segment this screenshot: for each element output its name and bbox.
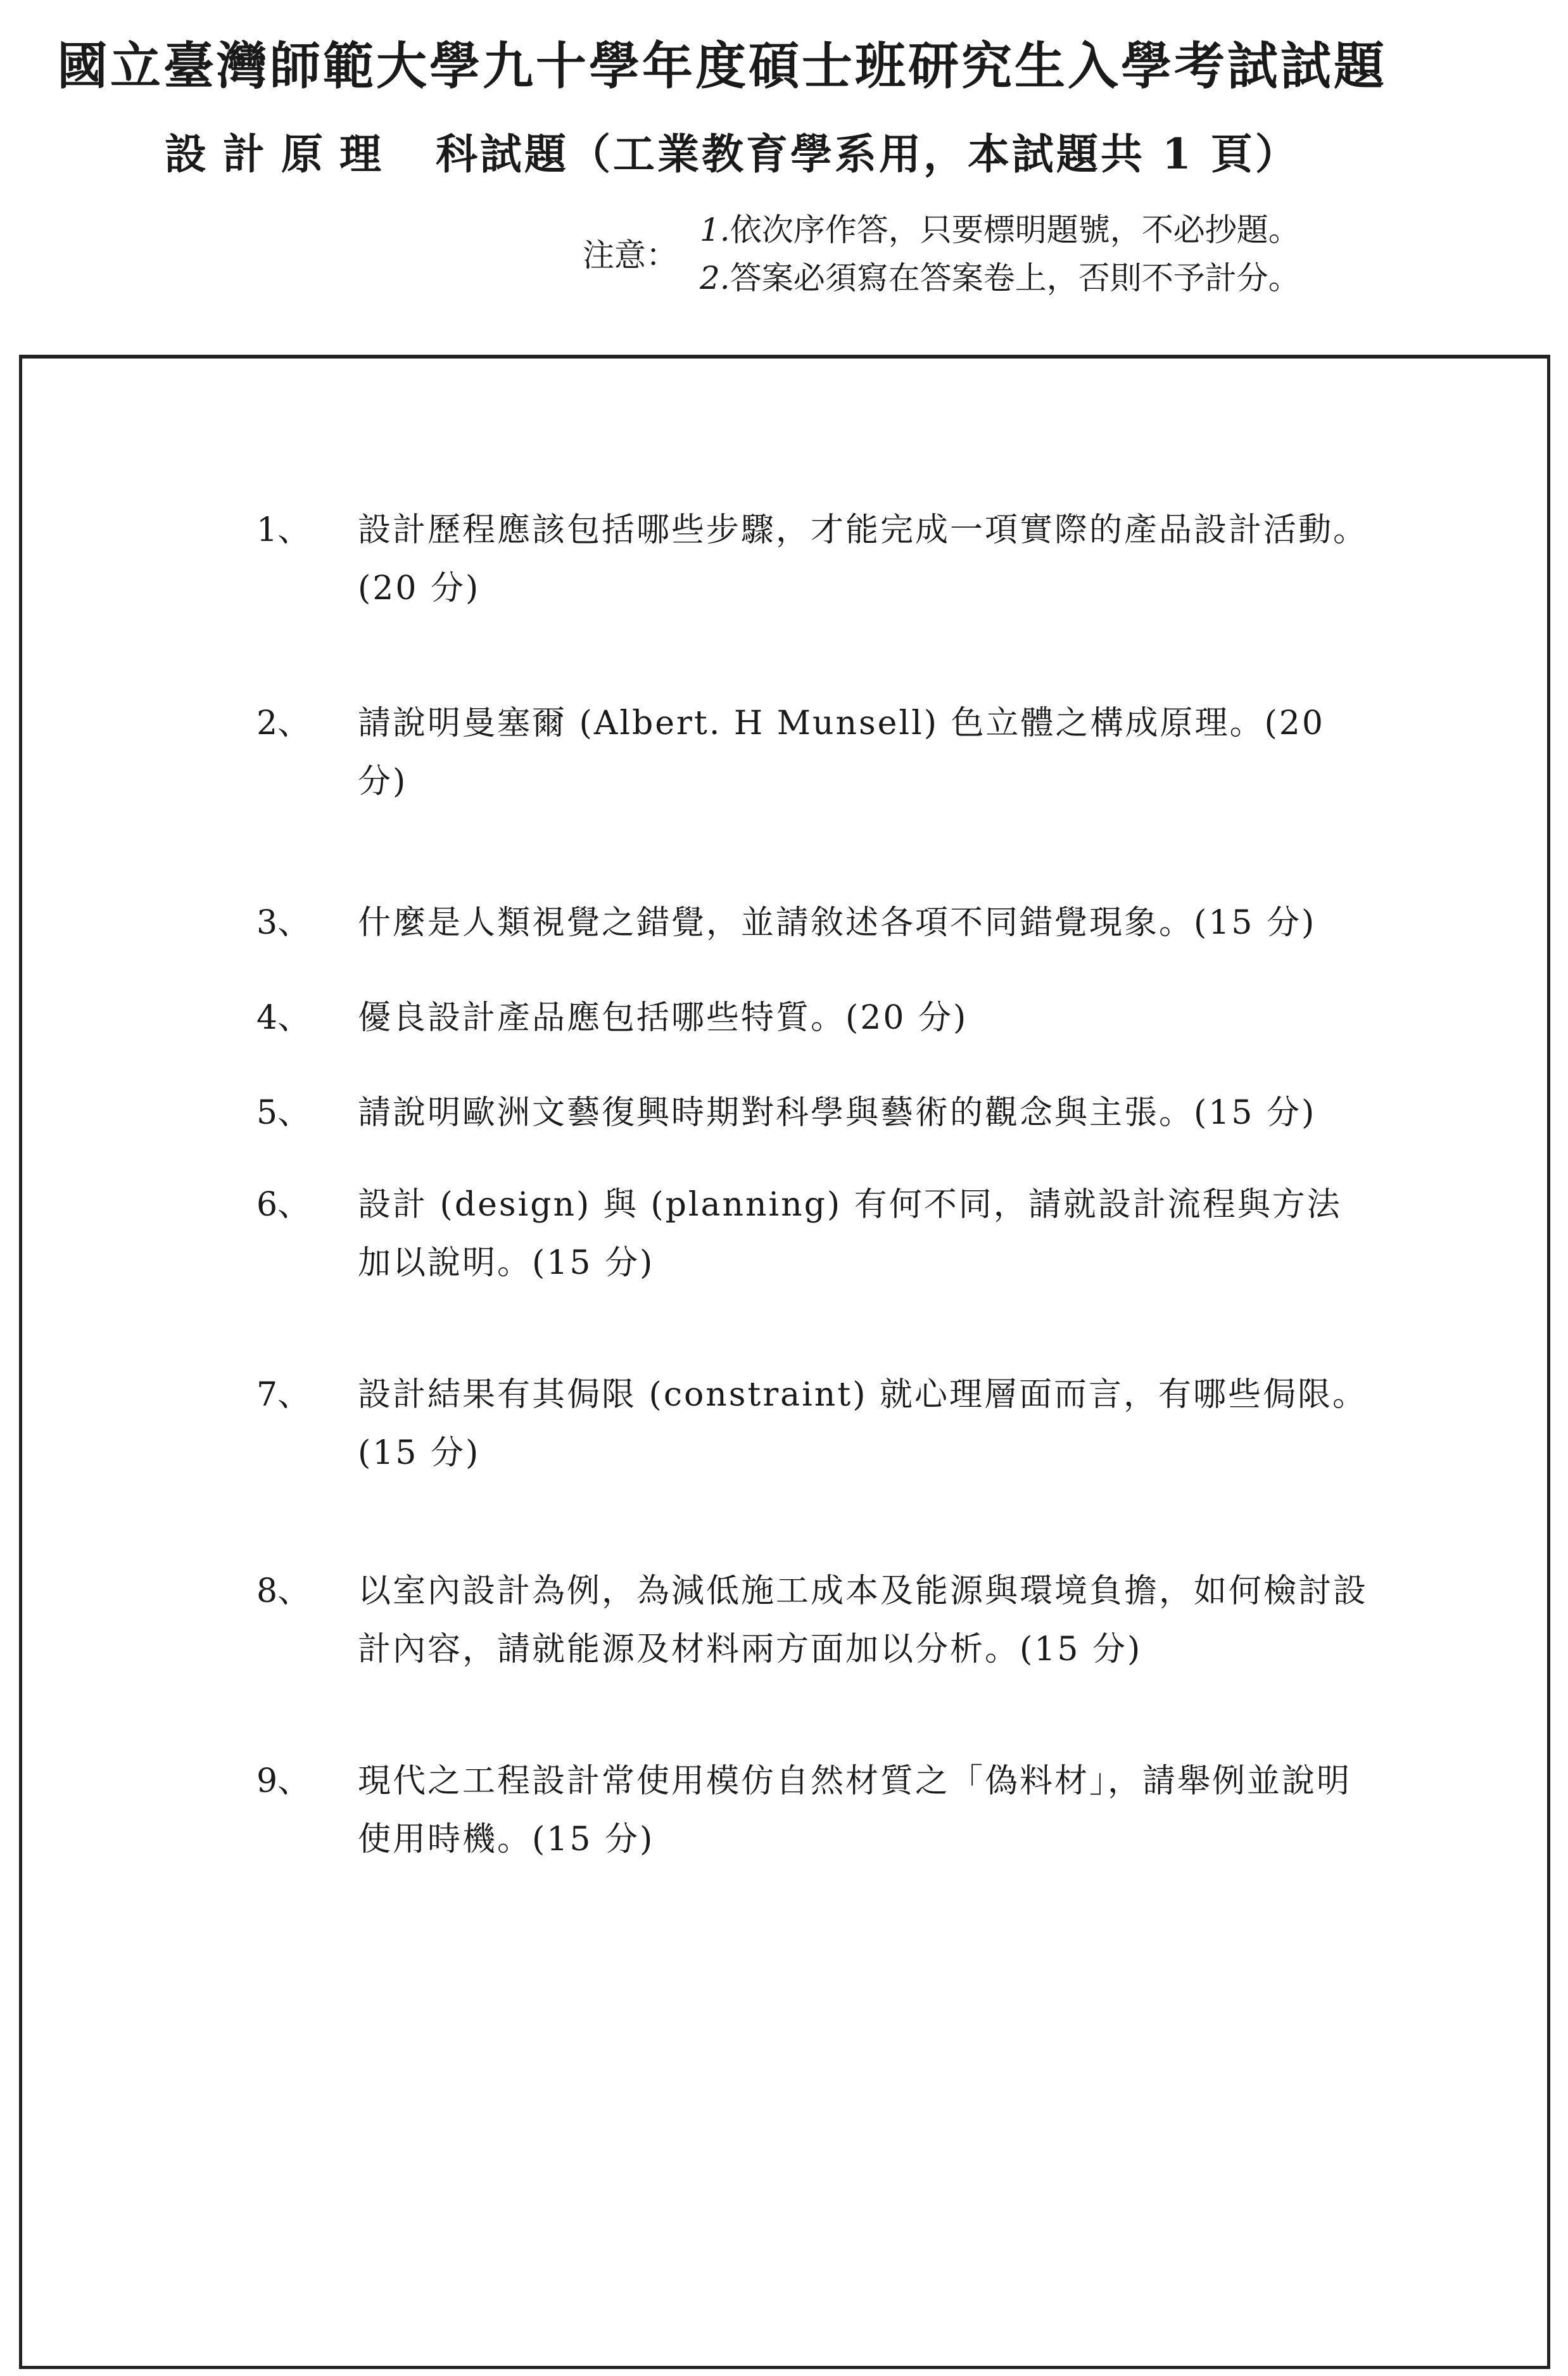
- question-text: 設計結果有其侷限 (constraint) 就心理層面而言，有哪些侷限。(15 分): [358, 1376, 1368, 1472]
- subject-name: 設計原理: [165, 129, 398, 179]
- notes-list: [700, 206, 1300, 302]
- question-text: 設計歷程應該包括哪些步驟，才能完成一項實際的產品設計活動。(20 分): [358, 511, 1369, 607]
- question-number: 2、: [256, 704, 311, 742]
- question-number: 7、: [256, 1376, 311, 1414]
- exam-title: 國立臺灣師範大學九十學年度碩士班研究生入學考試試題: [57, 36, 1387, 96]
- question-number: 4、: [256, 999, 311, 1037]
- note-text: 依次序作答，只要標明題號，不必抄題。: [730, 212, 1300, 248]
- subtitle-text: 科試題（工業教育學系用，本試題共 1 頁）: [436, 129, 1299, 179]
- question-number: 9、: [256, 1762, 311, 1800]
- question-number: 1、: [256, 511, 311, 549]
- question-number: 8、: [256, 1572, 311, 1610]
- question-text: 現代之工程設計常使用模仿自然材質之「偽料材」，請舉例並說明使用時機。(15 分): [358, 1762, 1352, 1858]
- questions-box: [19, 355, 1550, 2369]
- exam-subtitle: [165, 120, 1299, 181]
- question-text: 請說明歐洲文藝復興時期對科學與藝術的觀念與主張。(15 分): [358, 1094, 1317, 1132]
- question-text: 什麼是人類視覺之錯覺，並請敘述各項不同錯覺現象。(15 分): [358, 904, 1317, 942]
- question-number: 5、: [256, 1094, 311, 1132]
- note-number: 2.: [700, 260, 730, 296]
- question-number: 6、: [256, 1186, 311, 1224]
- question-text: 以室內設計為例，為減低施工成本及能源與環境負擔，如何檢討設計內容，請就能源及材料兩方面加以分析。(15 分): [358, 1572, 1369, 1668]
- question-text: 請說明曼塞爾 (Albert. H Munsell) 色立體之構成原理。(20 分): [358, 704, 1325, 801]
- notes-label: 注意：: [583, 237, 678, 274]
- note-item: [700, 254, 1300, 302]
- note-text: 答案必須寫在答案卷上，否則不予計分。: [730, 260, 1300, 296]
- question-text: 優良設計產品應包括哪些特質。(20 分): [358, 999, 968, 1037]
- question-text: 設計 (design) 與 (planning) 有何不同，請就設計流程與方法加以說明。(15 分): [358, 1186, 1342, 1282]
- note-number: 1.: [700, 212, 730, 248]
- note-item: [700, 206, 1300, 254]
- question-number: 3、: [256, 904, 311, 942]
